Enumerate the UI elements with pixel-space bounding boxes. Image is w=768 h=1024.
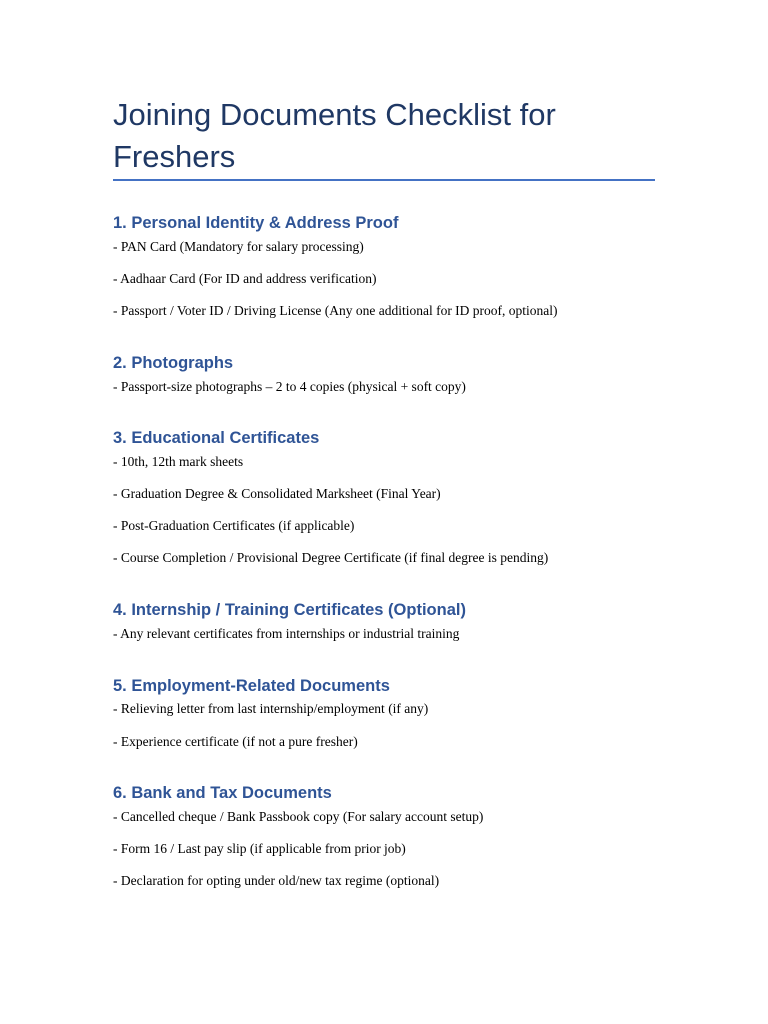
section-heading-photographs: 2. Photographs — [113, 354, 234, 372]
title-divider — [113, 179, 655, 181]
list-item: - Course Completion / Provisional Degree Certificate (if final degree is pending) — [113, 550, 549, 565]
list-item: - Declaration for opting under old/new tax regime (optional) — [113, 873, 440, 888]
section-heading-identity: 1. Personal Identity & Address Proof — [113, 214, 399, 232]
list-item: - PAN Card (Mandatory for salary processing) — [113, 239, 364, 254]
list-item: - Relieving letter from last internship/employment (if any) — [113, 701, 429, 716]
list-item: - Any relevant certificates from internships or industrial training — [113, 626, 460, 641]
section-heading-internship: 4. Internship / Training Certificates (Optional) — [113, 601, 466, 619]
section-heading-education: 3. Educational Certificates — [113, 429, 320, 447]
list-item: - Form 16 / Last pay slip (if applicable from prior job) — [113, 841, 406, 856]
list-item: - Post-Graduation Certificates (if applicable) — [113, 518, 355, 533]
list-item: - Passport-size photographs – 2 to 4 copies (physical + soft copy) — [113, 379, 466, 394]
section-heading-employment: 5. Employment-Related Documents — [113, 677, 390, 695]
section-heading-bank-tax: 6. Bank and Tax Documents — [113, 784, 332, 802]
list-item: - Aadhaar Card (For ID and address verification) — [113, 271, 377, 286]
page-title: Joining Documents Checklist for Freshers — [113, 97, 556, 174]
list-item: - Graduation Degree & Consolidated Marksheet (Final Year) — [113, 486, 441, 501]
list-item: - Passport / Voter ID / Driving License (Any one additional for ID proof, optional) — [113, 303, 558, 318]
list-item: - 10th, 12th mark sheets — [113, 454, 244, 469]
list-item: - Experience certificate (if not a pure fresher) — [113, 734, 358, 749]
list-item: - Cancelled cheque / Bank Passbook copy (For salary account setup) — [113, 809, 484, 824]
